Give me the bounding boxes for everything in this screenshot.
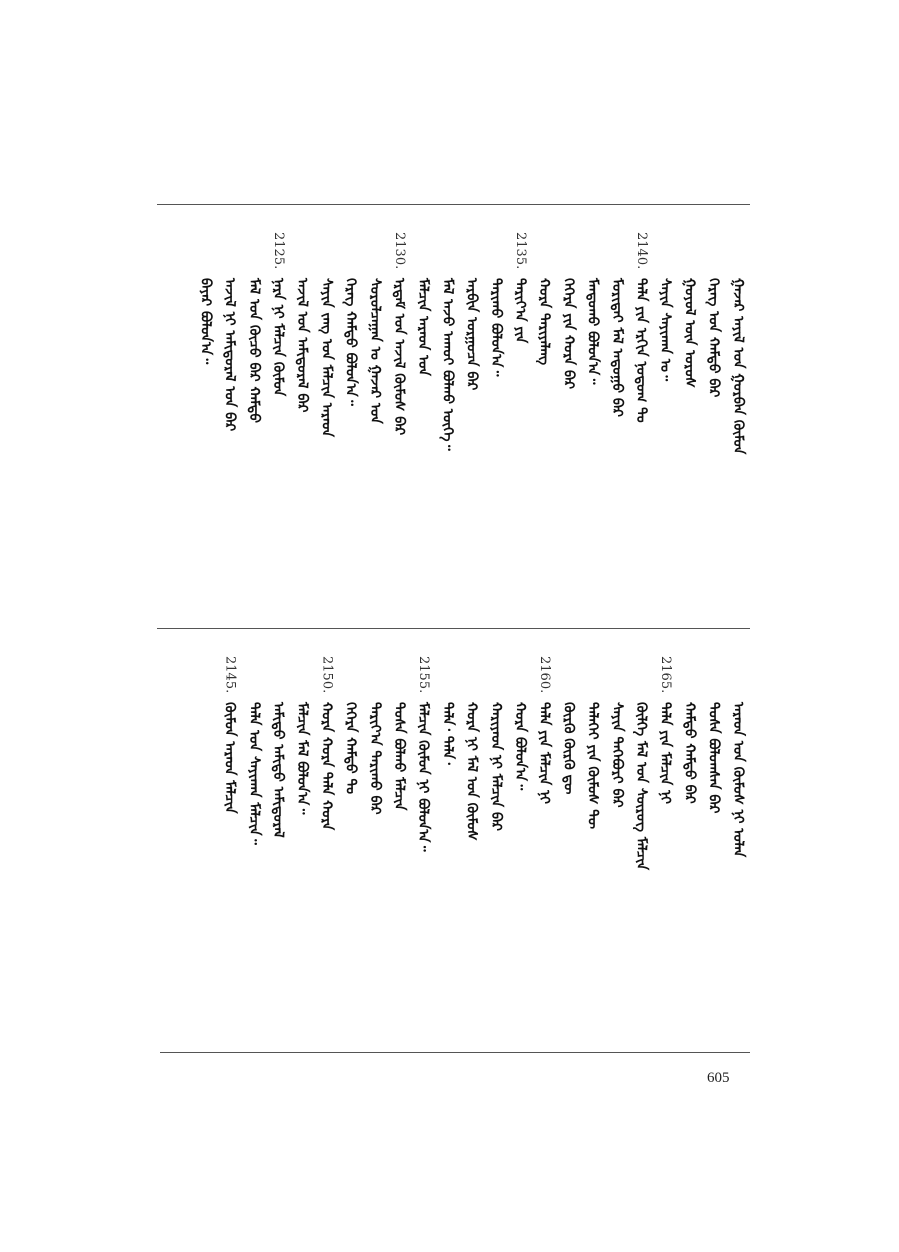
- verse-column: [314, 656, 338, 1036]
- verse-column: [581, 656, 605, 1036]
- verse-line: ᠬᠦᠷᠬᠦ ᠬᠦᠷᠬᠦ ᠳᠦ: [560, 702, 577, 795]
- verse-column: [411, 232, 435, 612]
- top-rule: [157, 204, 750, 205]
- verse-line: ᠠᠮᠢᠳᠤ ᠠᠮᠢᠳᠤ ᠠᠮᠢᠳᠤᠷᠠᠯ: [270, 702, 286, 838]
- verse-column: [314, 232, 338, 612]
- verse-column: [290, 232, 314, 612]
- verse-line: ᠮᠠᠯ ᠤᠨ ᠬᠦᠴᠦ ᠪᠡᠷ ᠬᠠᠮᠲᠤ: [245, 278, 262, 423]
- verse-line: ᠬᠤᠷᠠ ᠨᠢ ᠮᠠᠯ ᠤᠨ ᠬᠦᠮᠦᠰ: [463, 702, 480, 841]
- verse-line: ᠲᠤᠰᠠ ᠪᠣᠯᠬᠤ ᠮᠠᠯᠴᠢᠨ: [391, 702, 407, 811]
- verse-column: [266, 232, 290, 612]
- verse-number: 2130.: [392, 232, 407, 270]
- verse-column: [629, 232, 653, 612]
- verse-column: [484, 232, 508, 612]
- verse-column: [266, 656, 290, 1036]
- verse-column: [460, 656, 484, 1036]
- verse-column: [532, 656, 556, 1036]
- verse-line: ᠬᠤᠷᠠ ᠲᠠᠷᠢᠶᠠᠯᠠᠩ: [536, 278, 553, 366]
- verse-line: ᠰᠠᠶᠢᠨ ᠲᠡᠭᠡᠪᠦᠷᠢ ᠪᠡᠷ: [608, 702, 625, 808]
- verse-column: [363, 232, 387, 612]
- verse-column: [460, 232, 484, 612]
- verse-line: ᠲᠠᠷᠢᠬᠤ ᠪᠣᠯᠤᠨ᠎ᠠ᠃: [487, 278, 504, 377]
- verse-column: [193, 232, 217, 612]
- verse-line: ᠮᠠᠯ ᠠᠵᠤ ᠠᠬᠤᠢ ᠪᠣᠯᠬᠤ ᠦᠭᠡ᠃: [439, 278, 456, 451]
- verse-column: [556, 656, 580, 1036]
- verse-number: 2140.: [634, 232, 649, 270]
- verse-column: [484, 656, 508, 1036]
- verse-column: [702, 656, 726, 1036]
- verse-column: [242, 232, 266, 612]
- verse-line: ᠮᠠᠨᠳᠤᠬᠤ ᠪᠣᠯᠤᠨ᠎ᠠ᠃: [584, 278, 601, 385]
- verse-column: [242, 656, 266, 1036]
- verse-column: [556, 232, 580, 612]
- verse-column: [605, 656, 629, 1036]
- verse-line: ᠰᠠᠶᠢᠨ ᠵᠠᠩ ᠤᠨ ᠮᠠᠯᠴᠢᠨ ᠠᠷᠠᠳ: [318, 278, 335, 437]
- verse-line: ᠬᠡᠷᠡᠭ ᠤᠨ ᠬᠠᠮᠲᠤ ᠪᠡᠷ: [705, 278, 722, 398]
- verse-line: ᠪᠠᠶᠠᠷ ᠪᠣᠯᠤᠨ᠎ᠠ᠃: [197, 278, 214, 365]
- verse-column: [726, 232, 750, 612]
- verse-column: [653, 232, 677, 612]
- verse-line: ᠲᠤᠰᠠ ᠪᠣᠯᠤᠭᠰᠠᠨ ᠪᠡᠷ: [705, 702, 722, 814]
- verse-line: ᠡᠷᠳᠡᠮ ᠤᠨ ᠠᠵᠢᠯ ᠬᠦᠮᠦᠰ ᠪᠡᠷ: [391, 278, 407, 436]
- verse-column: [387, 656, 411, 1036]
- verse-column: [653, 656, 677, 1036]
- verse-column: [508, 232, 532, 612]
- verse-column: [702, 232, 726, 612]
- verse-line: ᠬᠦᠯᠭᠡ ᠮᠠᠯ ᠤᠨ ᠰᠦᠷᠦᠭ ᠮᠠᠯᠴᠢᠨ: [633, 702, 649, 871]
- verse-number: 2125.: [271, 232, 286, 270]
- verse-line: ᠲᠠᠷᠢᠶ᠎ᠠ ᠲᠠᠷᠢᠬᠤ ᠪᠡᠷ: [366, 702, 383, 815]
- verse-column: [605, 232, 629, 612]
- verse-line: ᠲᠠᠷᠢᠶ᠎ᠠ ᠶᠢᠨ: [512, 278, 528, 344]
- verse-line: ᠮᠠᠯᠴᠢᠨ ᠮᠠᠯ ᠪᠣᠯᠤᠨ᠎ᠠ᠃: [294, 702, 311, 815]
- verse-column: [726, 656, 750, 1036]
- verse-line: ᠲᠠᠯᠠ ᠶᠢᠨ ᠮᠠᠯᠴᠢᠨ ᠨᠢ: [536, 702, 553, 805]
- verse-line: ᠨᠠᠷᠠ ᠨᠢ ᠮᠠᠯᠴᠢᠨ ᠬᠦᠮᠦᠨ: [270, 278, 286, 397]
- verse-column: [339, 656, 363, 1036]
- verse-line: ᠠᠷᠠᠳ ᠤᠨ ᠬᠦᠮᠦᠰ ᠨᠢ ᠤᠯᠠᠨ: [729, 702, 746, 858]
- verse-line: ᠬᠤᠷᠠ ᠪᠣᠯᠤᠨ᠎ᠠ᠃: [512, 702, 528, 791]
- verse-number: 2155.: [416, 656, 432, 694]
- verse-line: ᠬᠡᠭᠡᠷᠡ ᠬᠠᠮᠲᠤ ᠲᠤ: [342, 702, 359, 795]
- verse-number: 2150.: [319, 656, 335, 694]
- middle-rule: [157, 628, 750, 629]
- verse-line: ᠲᠠᠯᠠ᠂ ᠲᠠᠯᠠ᠂: [439, 702, 456, 765]
- verse-line: ᠬᠡᠷᠡᠭ ᠬᠠᠮᠲᠤ ᠪᠣᠯᠤᠨ᠎ᠠ᠃: [342, 278, 359, 406]
- verse-line: ᠲᠡᠯᠡᠭᠡᠢ ᠶᠢᠨ ᠬᠦᠮᠦᠰ ᠲᠦ: [584, 702, 601, 830]
- verse-line: ᠬᠠᠷᠢᠶᠠᠳ ᠨᠢ ᠮᠠᠯᠴᠢᠨ ᠪᠡᠷ: [487, 702, 504, 832]
- verse-column: [339, 232, 363, 612]
- verse-line: ᠮᠠᠯᠴᠢᠨ ᠬᠦᠮᠦᠨ ᠨᠢ ᠪᠣᠯᠤᠨ᠎ᠠ᠃: [415, 702, 432, 852]
- verse-line: ᠠᠵᠢᠯ ᠨᠢ ᠠᠮᠢᠳᠤᠷᠠᠯ ᠤᠨ ᠪᠡᠷ: [221, 278, 238, 432]
- verse-line: ᠰᠤᠷᠤᠯᠴᠠᠭᠠᠨ ᠤ ᠭᠠᠵᠠᠷ ᠤᠨ: [366, 278, 383, 424]
- verse-column: [629, 656, 653, 1036]
- verse-column: [435, 656, 459, 1036]
- verse-line: ᠬᠠᠮᠲᠤ ᠬᠠᠮᠲᠤ ᠪᠠᠷ: [681, 702, 698, 804]
- verse-column: [363, 656, 387, 1036]
- verse-number: 2135.: [513, 232, 528, 270]
- verse-number: 2165.: [658, 656, 674, 694]
- verse-line: ᠠᠵᠢᠯ ᠤᠨ ᠠᠮᠢᠳᠤᠷᠠᠯ ᠪᠡᠷ: [294, 278, 311, 413]
- verse-line: ᠲᠠᠯᠠ ᠶᠢᠨ ᠮᠠᠯᠴᠢᠨ ᠨᠢ: [657, 702, 674, 805]
- verse-number: 2160.: [537, 656, 553, 694]
- verse-line: ᠠᠷᠪᠢᠨ ᠤᠷᠭᠤᠴᠠ ᠪᠡᠷ: [463, 278, 480, 391]
- verse-line: ᠲᠠᠯᠠ ᠶᠢᠨ ᠡᠷᠭᠢᠨ ᠨᠤᠲᠤᠭ ᠲᠤ: [633, 278, 649, 423]
- page-number: 605: [707, 1070, 730, 1086]
- verse-line: ᠭᠠᠵᠠᠷ ᠠᠶᠢᠯ ᠤᠨ ᠭᠤᠷᠪᠠᠨ ᠬᠦᠮᠦᠨ: [729, 278, 746, 455]
- verse-column: [677, 232, 701, 612]
- lower-verse-section: [160, 656, 750, 1036]
- verse-column: [435, 232, 459, 612]
- verse-number: 2145.: [222, 656, 238, 694]
- upper-verse-section: [160, 232, 750, 612]
- bottom-rule: [160, 1052, 750, 1053]
- verse-line: ᠭᠤᠶᠤᠯ ᠦᠨ ᠤᠷᠤᠰ: [681, 278, 698, 388]
- verse-column: [290, 656, 314, 1036]
- verse-line: ᠮᠠᠯᠴᠢᠨ ᠠᠷᠠᠳ ᠤᠨ: [415, 278, 432, 376]
- verse-column: [532, 232, 556, 612]
- verse-line: ᠰᠠᠶᠢᠨ ᠰᠠᠶᠢᠬᠠᠨ ᠤ᠃: [657, 278, 674, 382]
- verse-line: ᠬᠡᠭᠡᠷᠡ ᠶᠢᠨ ᠬᠤᠷᠠ ᠪᠡᠷ: [560, 278, 577, 390]
- verse-column: [508, 656, 532, 1036]
- verse-line: ᠬᠤᠷᠠ ᠬᠤᠷᠠ ᠲᠠᠯᠠ ᠬᠤᠷᠠ: [318, 702, 335, 831]
- verse-column: [387, 232, 411, 612]
- verse-line: ᠬᠦᠮᠦᠨ ᠠᠷᠠᠳ ᠮᠠᠯᠴᠢᠨ: [221, 702, 238, 814]
- verse-column: [218, 232, 242, 612]
- verse-column: [411, 656, 435, 1036]
- verse-column: [218, 656, 242, 1036]
- verse-column: [581, 232, 605, 612]
- verse-line: ᠮᠤᠷᠢᠲᠠᠢ ᠮᠠᠯ ᠠᠳᠤᠭᠤ ᠪᠡᠷ: [608, 278, 625, 417]
- verse-column: [677, 656, 701, 1036]
- verse-line: ᠲᠠᠯᠠ ᠤᠨ ᠰᠠᠶᠢᠬᠠᠨ ᠮᠠᠯᠴᠢᠨ᠃: [245, 702, 262, 845]
